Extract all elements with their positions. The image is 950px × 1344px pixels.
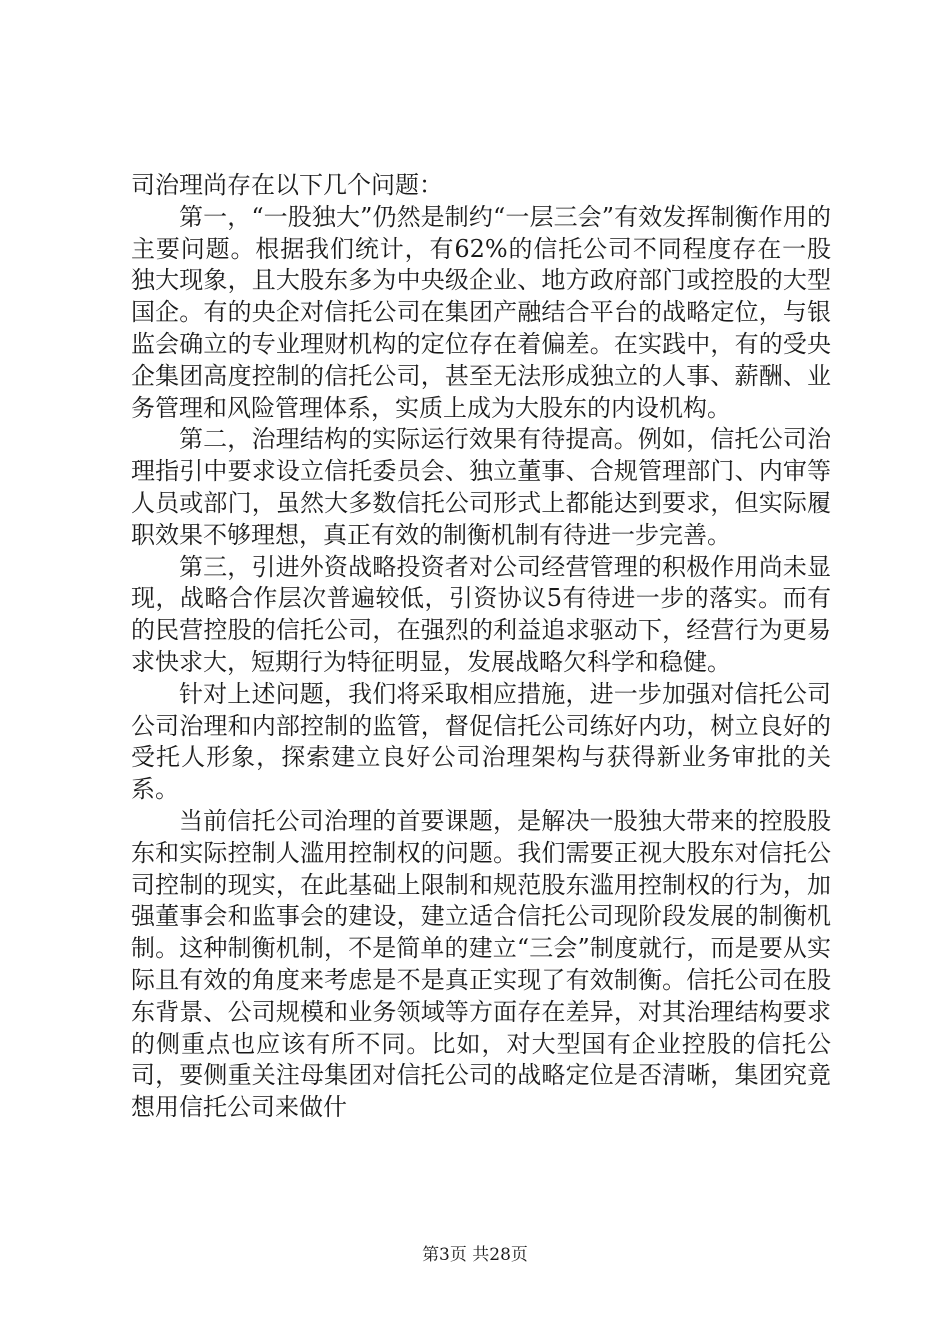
page-footer: 第3页 共28页 [422, 1245, 528, 1265]
paragraph-2: 第一，“一股独大”仍然是制约“一层三会”有效发挥制衡作用的主要问题。根据我们统计，有62%的信托公司不同程度存在一股独大现象，且大股东多为中央级企业、地方政府部门或控股的大型国企。有的央企对信托公司在集团产融结合平台的战略定位，与银监会确立的专业理财机构的定位存在着偏差。在实践中，有的受央企集团高度控制的信托公司，甚至无法形成独立的人事、薪酬、业务管理和风险管理体系，实质上成为大股东的内设机构。 [131, 202, 831, 422]
paragraph-3: 第二，治理结构的实际运行效果有待提高。例如，信托公司治理指引中要求设立信托委员会、独立董事、合规管理部门、内审等人员或部门，虽然大多数信托公司形式上都能达到要求，但实际履职效果不够理想，真正有效的制衡机制有待进一步完善。 [131, 425, 831, 549]
paragraph-1: 司治理尚存在以下几个问题： [131, 171, 443, 199]
paragraph-5: 针对上述问题，我们将采取相应措施，进一步加强对信托公司公司治理和内部控制的监管，督促信托公司练好内功，树立良好的受托人形象，探索建立良好公司治理架构与获得新业务审批的关系。 [131, 679, 831, 804]
document-body [131, 170, 831, 1124]
paragraph-6: 当前信托公司治理的首要课题，是解决一股独大带来的控股股东和实际控制人滥用控制权的问题。我们需要正视大股东对信托公司控制的现实，在此基础上限制和规范股东滥用控制权的行为，加强董事会和监事会的建设，建立适合信托公司现阶段发展的制衡机制。这种制衡机制，不是简单的建立“三会”制度就行，而是要从实际且有效的角度来考虑是不是真正实现了有效制衡。信托公司在股东背景、公司规模和业务领域等方面存在差异，对其治理结构要求的侧重点也应该有所不同。比如，对大型国有企业控股的信托公司，要侧重关注母集团对信托公司的战略定位是否清晰，集团究竟想用信托公司来做什 [131, 806, 831, 1122]
paragraph-4: 第三，引进外资战略投资者对公司经营管理的积极作用尚未显现，战略合作层次普遍较低，引资协议5有待进一步的落实。而有的民营控股的信托公司，在强烈的利益追求驱动下，经营行为更易求快求大，短期行为特征明显，发展战略欠科学和稳健。 [131, 552, 831, 676]
